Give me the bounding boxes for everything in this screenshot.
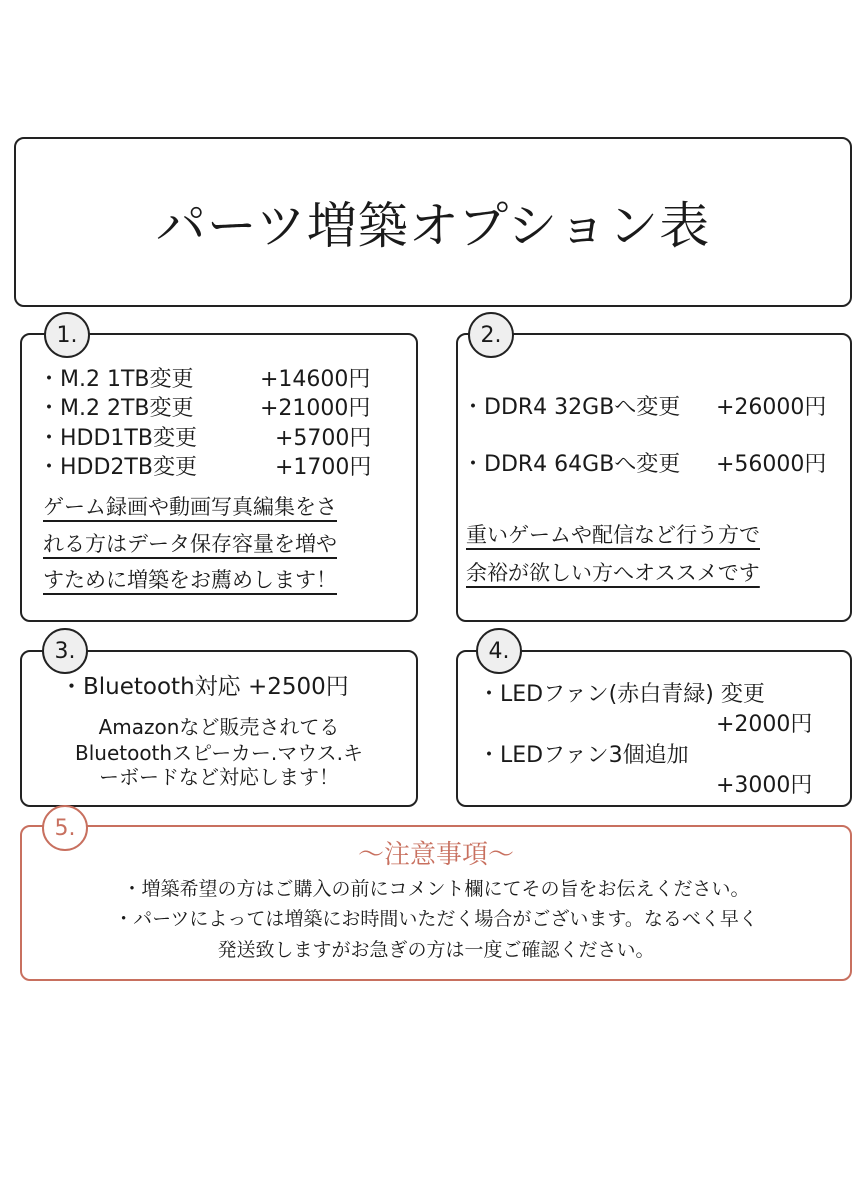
option-price: +56000円 bbox=[716, 452, 827, 477]
section-5-badge: 5. bbox=[42, 805, 88, 851]
section-3-badge: 3. bbox=[42, 628, 88, 674]
note-line: ゲーム録画や動画写真編集をさ bbox=[43, 495, 337, 519]
notice-line: 発送致しますがお急ぎの方は一度ご確認ください。 bbox=[217, 939, 655, 961]
notice-heading: 〜注意事項〜 bbox=[357, 840, 514, 870]
option-name: ・LEDファン(赤白青緑) 変更 bbox=[478, 682, 765, 707]
note-line: 重いゲームや配信など行う方で bbox=[466, 523, 760, 547]
option-name: ・DDR4 32GBへ変更 bbox=[462, 395, 681, 420]
option-name: ・Bluetooth対応 +2500円 bbox=[60, 674, 349, 700]
section-4-badge: 4. bbox=[476, 628, 522, 674]
option-name: ・M.2 1TB変更 bbox=[38, 367, 194, 392]
section-1-badge: 1. bbox=[44, 312, 90, 358]
option-price: +2000円 bbox=[716, 712, 813, 737]
option-name: ・M.2 2TB変更 bbox=[38, 396, 194, 421]
note-line: Bluetoothスピーカー.マウス.キ bbox=[74, 741, 363, 765]
note-line: すために増築をお薦めします！ bbox=[43, 568, 337, 592]
notice-line: ・増築希望の方はご購入の前にコメント欄にてその旨をお伝えください。 bbox=[122, 878, 750, 900]
notice-line: ・パーツによっては増築にお時間いただく場合がございます。なるべく早く bbox=[114, 908, 758, 930]
option-name: ・DDR4 64GBへ変更 bbox=[462, 452, 681, 477]
note-line: 余裕が欲しい方へオススメです bbox=[466, 561, 760, 585]
note-line: ーボードなど対応します！ bbox=[99, 765, 339, 789]
option-price: +3000円 bbox=[716, 773, 813, 798]
option-name: ・HDD1TB変更 bbox=[38, 426, 197, 451]
option-price: +21000円 bbox=[260, 396, 371, 421]
option-price: +26000円 bbox=[716, 395, 827, 420]
option-price: +14600円 bbox=[260, 367, 371, 392]
option-name: ・LEDファン3個追加 bbox=[478, 743, 689, 768]
note-line: Amazonなど販売されてる bbox=[98, 715, 340, 739]
section-2-badge: 2. bbox=[468, 312, 514, 358]
page-title: パーツ増築オプション表 bbox=[155, 197, 711, 255]
option-price: +1700円 bbox=[275, 455, 372, 480]
option-price: +5700円 bbox=[275, 426, 372, 451]
option-name: ・HDD2TB変更 bbox=[38, 455, 197, 480]
note-line: れる方はデータ保存容量を増や bbox=[43, 532, 337, 556]
